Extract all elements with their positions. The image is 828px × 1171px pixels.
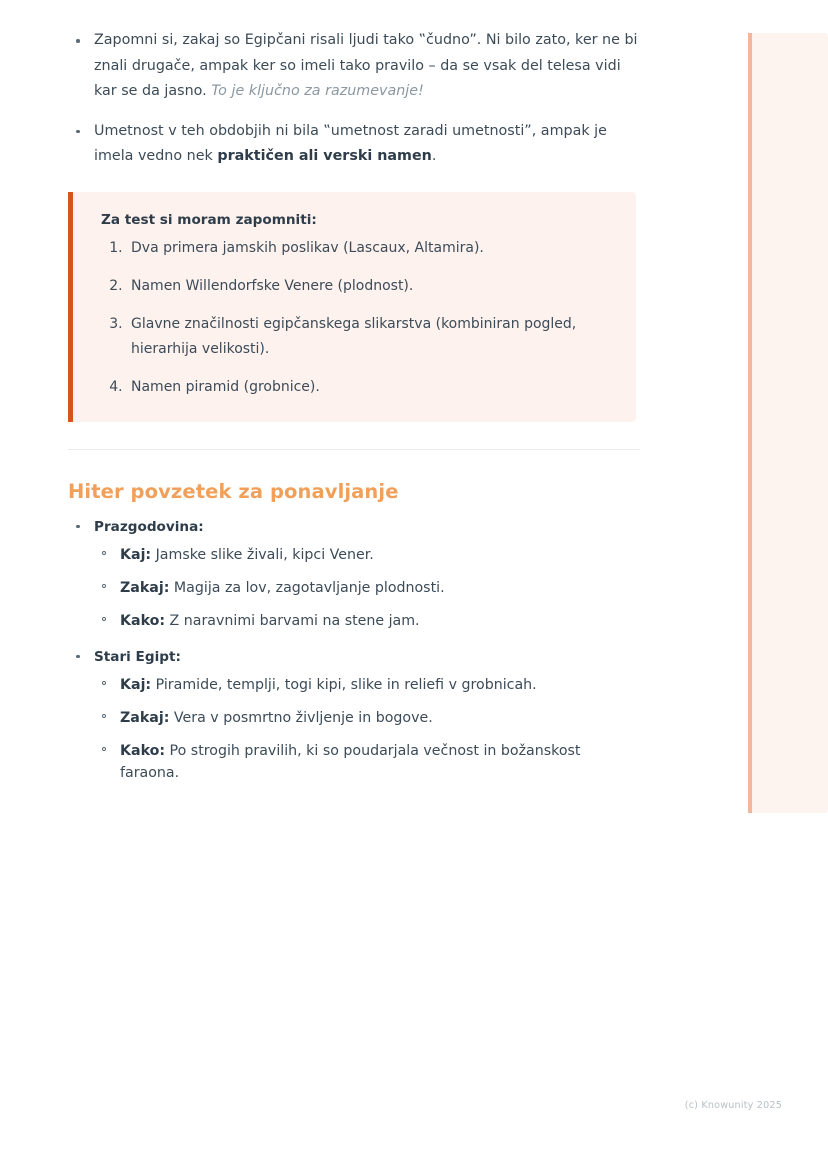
page-title: Hiter povzetek za ponavljanje bbox=[68, 479, 399, 503]
list-item: 2. Namen Willendorfske Venere (plodnost). bbox=[127, 274, 614, 299]
intro-bullet-2-text: Umetnost v teh obdobjih ni bila ‟umetnost zaradi umetnosti”, ampak je imela vedno nek bbox=[94, 122, 607, 164]
list-item: 4. Namen piramid (grobnice). bbox=[127, 375, 614, 400]
summary-row-value: Po strogih pravilih, ki so poudarjala večnost in božanskost faraona. bbox=[120, 742, 581, 781]
summary-group-title: Prazgodovina: bbox=[94, 518, 204, 535]
summary-sublist bbox=[94, 544, 640, 632]
summary-sublist bbox=[94, 674, 640, 784]
summary-row-label: Zakaj: bbox=[120, 709, 170, 726]
footer-copyright: (c) Knowunity 2025 bbox=[684, 1100, 782, 1111]
intro-bullet-2-tail: . bbox=[431, 148, 437, 164]
summary-row-label: Kaj: bbox=[120, 676, 152, 693]
intro-bullet-1-text: Zapomni si, zakaj so Egipčani risali ljudi tako ‟čudno”. Ni bilo zato, ker ne bi znali drugače, ampak ker so imeli tako pravilo – da se vsak del telesa vidi kar se da jasno. bbox=[94, 32, 638, 99]
summary-row-label: Zakaj: bbox=[120, 579, 170, 596]
summary-row-value: Vera v posmrtno življenje in bogove. bbox=[169, 709, 433, 726]
list-item bbox=[94, 707, 640, 729]
list-item bbox=[94, 674, 640, 696]
list-item bbox=[68, 516, 640, 632]
intro-bullet-1-emphasis: To je ključno za razumevanje! bbox=[211, 83, 424, 99]
list-item bbox=[94, 577, 640, 599]
list-item: 1. Dva primera jamskih poslikav (Lascaux, Altamira). bbox=[127, 236, 614, 261]
section-divider bbox=[68, 449, 640, 450]
summary-group-title: Stari Egipt: bbox=[94, 648, 181, 665]
list-item bbox=[94, 610, 640, 632]
callout-title: Za test si moram zapomniti: bbox=[101, 211, 317, 228]
exam-notes-callout bbox=[68, 192, 636, 422]
callout-numbered-list bbox=[101, 236, 614, 400]
summary-row-label: Kaj: bbox=[120, 546, 152, 563]
list-item bbox=[68, 646, 640, 784]
list-item bbox=[94, 740, 640, 784]
document-content-column bbox=[68, 28, 640, 798]
summary-row-value: Z naravnimi barvami na stene jam. bbox=[165, 612, 420, 629]
summary-row-value: Magija za lov, zagotavljanje plodnosti. bbox=[169, 579, 445, 596]
list-item: 3. Glavne značilnosti egipčanskega slikarstva (kombiniran pogled, hierarhija velikosti). bbox=[127, 312, 614, 362]
list-item bbox=[68, 28, 640, 105]
list-item bbox=[68, 119, 640, 170]
offscreen-callout-fragment bbox=[748, 33, 828, 813]
intro-bullet-list bbox=[68, 28, 640, 170]
intro-bullet-2-emphasis: praktičen ali verski namen bbox=[217, 148, 432, 164]
summary-list bbox=[68, 516, 640, 784]
summary-row-label: Kako: bbox=[120, 612, 166, 629]
summary-row-value: Jamske slike živali, kipci Vener. bbox=[151, 546, 374, 563]
summary-row-label: Kako: bbox=[120, 742, 166, 759]
list-item bbox=[94, 544, 640, 566]
summary-row-value: Piramide, templji, togi kipi, slike in reliefi v grobnicah. bbox=[151, 676, 537, 693]
